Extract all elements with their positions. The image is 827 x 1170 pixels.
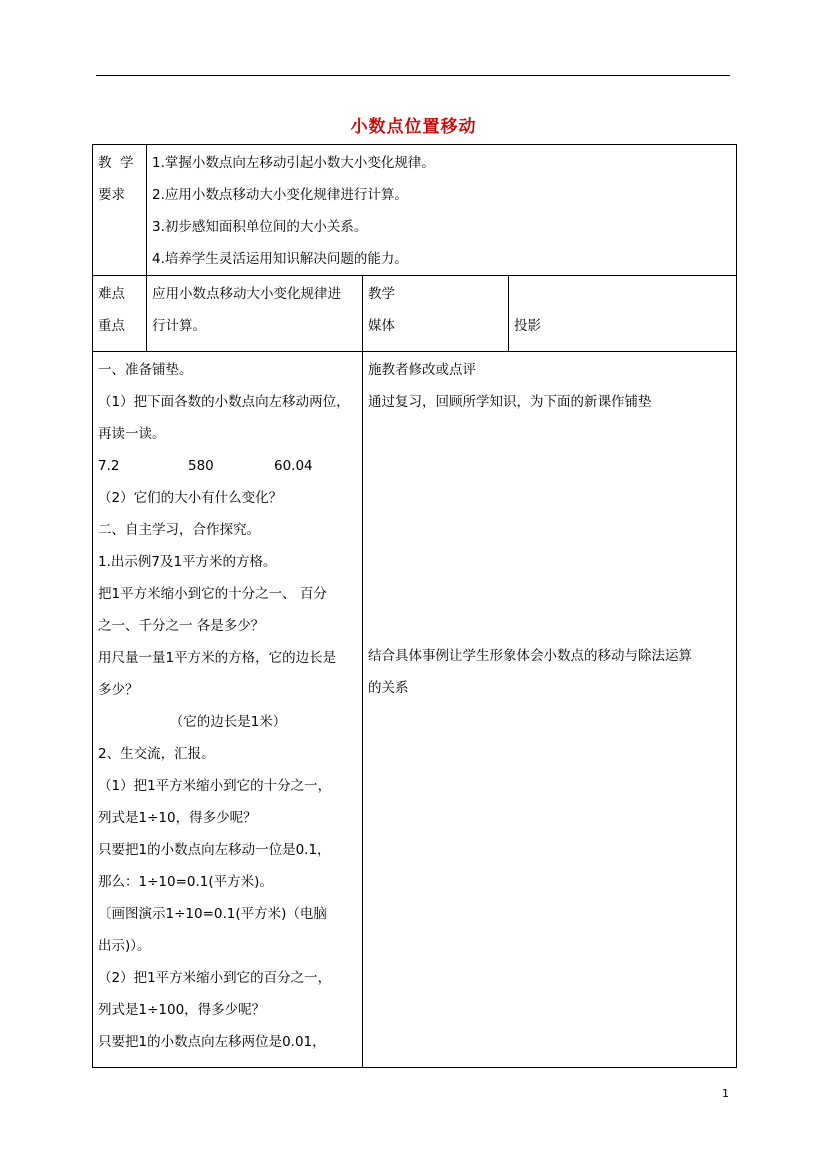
process-line: 只要把1的小数点向左移动一位是0.1，: [98, 842, 331, 858]
objectives-label-cell: [93, 145, 147, 276]
teaching-process-cell: [93, 352, 363, 1068]
teacher-notes-cell: [363, 352, 737, 1068]
number-item: 60.04: [274, 458, 313, 474]
objectives-content-cell: [147, 145, 737, 276]
process-line: 之一、千分之一 各是多少？: [98, 618, 265, 634]
media-label-2: 媒体: [368, 318, 395, 334]
process-line: 一、准备铺垫。: [98, 362, 193, 378]
media-value: 投影: [514, 318, 541, 334]
objective-item: 3.初步感知面积单位间的大小关系。: [152, 219, 368, 235]
process-line: 〔画图演示1÷10=0.1(平方米)（电脑: [98, 906, 327, 922]
key-point-text: 行计算。: [152, 318, 206, 334]
process-line: （1）把1平方米缩小到它的十分之一，: [98, 778, 332, 794]
number-list: [98, 450, 358, 482]
process-line: 2、生交流，汇报。: [98, 746, 215, 762]
process-line: 列式是1÷100，得多少呢？: [98, 1002, 266, 1018]
process-line: 把1平方米缩小到它的十分之一、 百分: [98, 586, 327, 602]
key-point-label-2: 重点: [98, 318, 125, 334]
lesson-plan-table: [92, 144, 737, 1068]
key-point-content-cell: [147, 276, 363, 352]
key-point-label-cell: [93, 276, 147, 352]
process-line: 列式是1÷10，得多少呢？: [98, 810, 257, 826]
process-line: 只要把1的小数点向左移两位是0.01，: [98, 1034, 326, 1050]
objective-item: 4.培养学生灵活运用知识解决问题的能力。: [152, 251, 408, 267]
process-line: （2）把1平方米缩小到它的百分之一，: [98, 970, 332, 986]
objectives-label-2: 要求: [98, 187, 125, 203]
process-line: 多少？: [98, 682, 139, 698]
notes-header: 施教者修改或点评: [368, 362, 476, 378]
process-line: 出示)）。: [98, 938, 151, 954]
number-item: 580: [188, 458, 214, 474]
key-point-row: [93, 276, 737, 352]
objective-item: 2.应用小数点移动大小变化规律进行计算。: [152, 187, 408, 203]
number-item: 7.2: [98, 458, 120, 474]
media-label-1: 教学: [368, 286, 395, 302]
objectives-label-1: 教 学: [98, 155, 134, 171]
process-line: （2）它们的大小有什么变化？: [98, 490, 283, 506]
media-label-cell: [363, 276, 509, 352]
objective-item: 1.掌握小数点向左移动引起小数大小变化规律。: [152, 155, 435, 171]
key-point-text: 应用小数点移动大小变化规律进: [152, 286, 341, 302]
page-number: 1: [722, 1087, 729, 1100]
header-rule: [96, 75, 730, 76]
process-line: （它的边长是1米）: [169, 714, 287, 730]
objectives-row: [93, 145, 737, 276]
key-point-label-1: 难点: [98, 286, 125, 302]
note-text: 的关系: [368, 680, 409, 696]
note-text: 通过复习，回顾所学知识，为下面的新课作铺垫: [368, 394, 652, 410]
process-row: [93, 352, 737, 1068]
process-line: 那么：1÷10=0.1(平方米)。: [98, 874, 273, 890]
process-line: 二、自主学习，合作探究。: [98, 522, 260, 538]
page-title: 小数点位置移动: [350, 117, 477, 137]
process-line: （1）把下面各数的小数点向左移动两位，: [98, 394, 350, 410]
process-line: 再读一读。: [98, 426, 166, 442]
note-text: 结合具体事例让学生形象体会小数点的移动与除法运算: [368, 648, 692, 664]
media-value-cell: [509, 276, 737, 352]
process-line: 1.出示例7及1平方米的方格。: [98, 554, 277, 570]
process-line: 用尺量一量1平方米的方格，它的边长是: [98, 650, 337, 666]
